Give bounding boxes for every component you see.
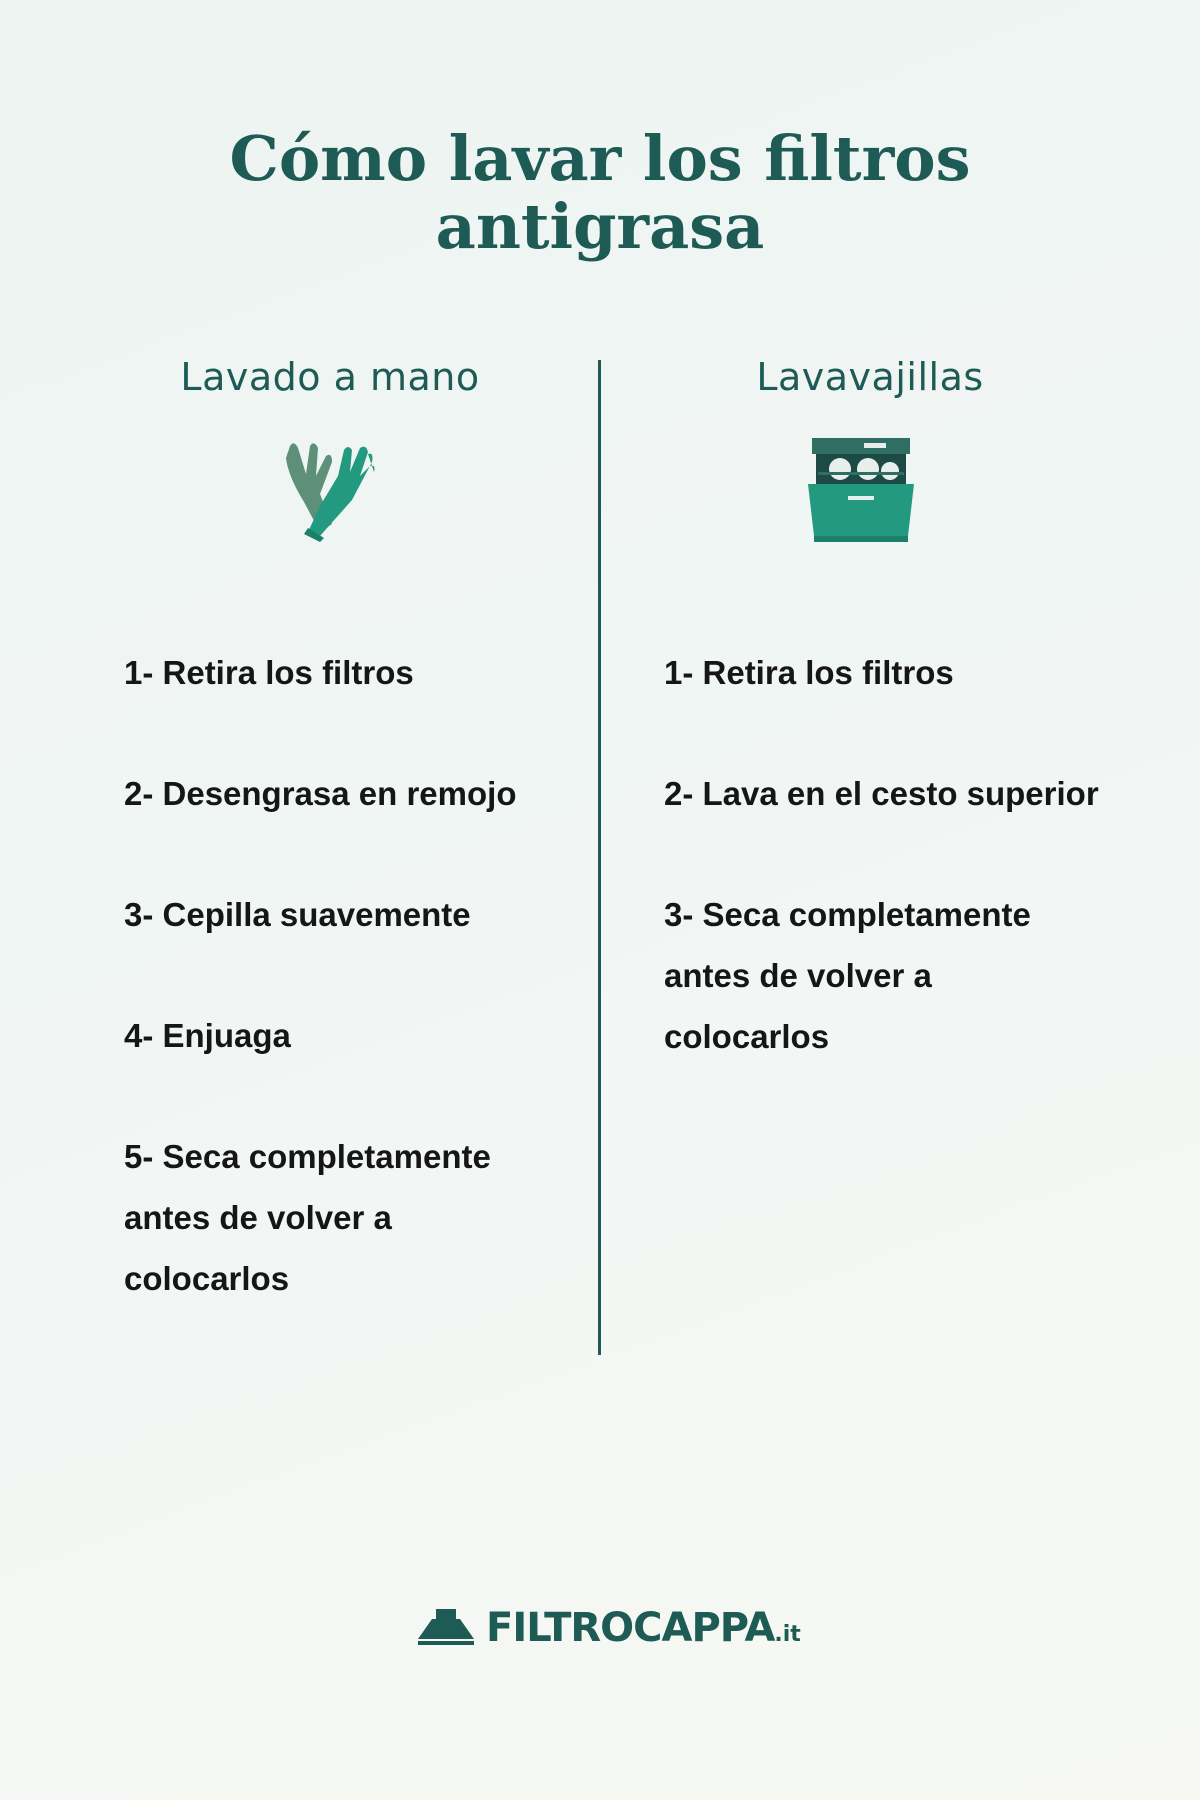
hand-wash-heading: Lavado a mano (180, 355, 480, 399)
dishwasher-icon (806, 436, 916, 542)
list-item: 1- Retira los filtros (664, 654, 954, 691)
page-title (0, 122, 1200, 263)
dishwasher-column (610, 355, 1130, 399)
brand-name (486, 1605, 801, 1651)
list-item: 2- Lava en el cesto superior (664, 775, 1099, 812)
hand-wash-steps (124, 642, 564, 1369)
list-item: 3- Cepilla suavemente (124, 896, 471, 933)
dishwasher-steps (664, 642, 1104, 1127)
list-item: 3- Seca completamente antes de volver a colocarlos (664, 896, 1031, 1055)
hand-wash-column (70, 355, 590, 399)
list-item: 1- Retira los filtros (124, 654, 414, 691)
list-item: 4- Enjuaga (124, 1017, 291, 1054)
gloves-icon (280, 436, 380, 542)
title-line-1: Cómo lavar los filtros (229, 122, 971, 195)
brand-logo (418, 1598, 801, 1658)
brand-name-text: FILTROCAPPA (486, 1605, 775, 1651)
title-line-2: antigrasa (435, 190, 765, 263)
range-hood-icon (418, 1609, 474, 1647)
column-divider (598, 360, 601, 1355)
brand-suffix: .it (774, 1622, 801, 1647)
dishwasher-heading: Lavavajillas (756, 355, 984, 399)
list-item: 5- Seca completamente antes de volver a colocarlos (124, 1138, 491, 1297)
list-item: 2- Desengrasa en remojo (124, 775, 517, 812)
